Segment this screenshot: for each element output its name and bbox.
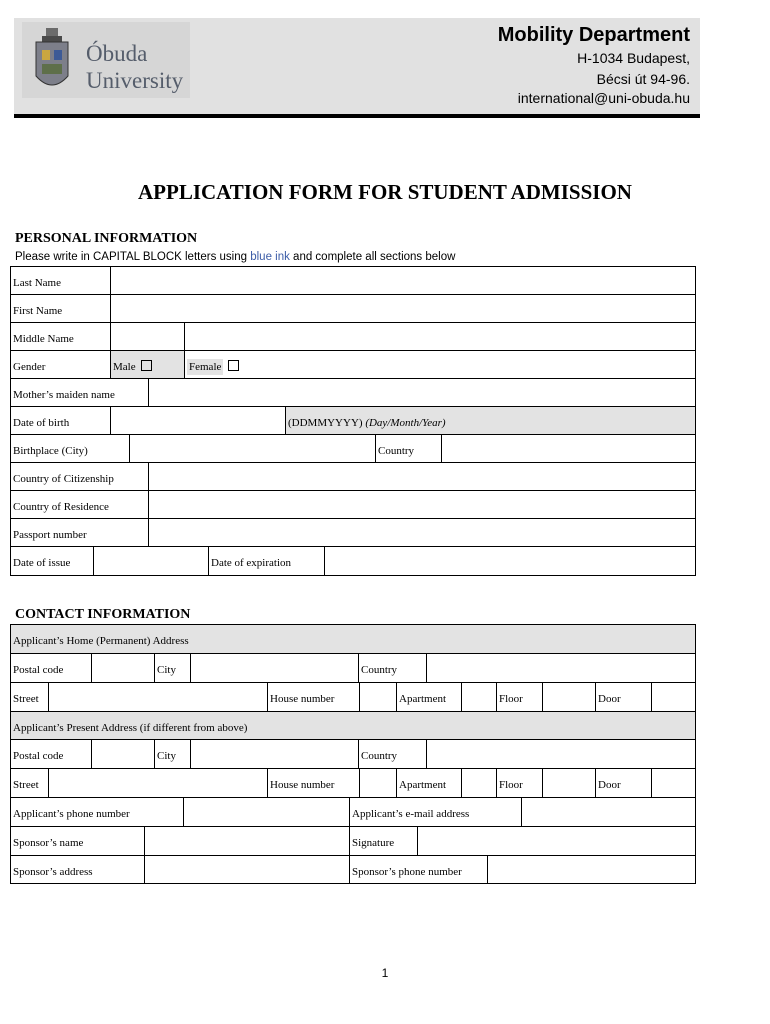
present-floor-label: Floor bbox=[496, 768, 543, 798]
home-city-field[interactable] bbox=[190, 653, 359, 683]
university-crest-icon bbox=[32, 26, 72, 96]
home-postal-code-label: Postal code bbox=[10, 653, 92, 683]
birth-country-label: Country bbox=[375, 434, 442, 463]
contact-info-heading: CONTACT INFORMATION bbox=[15, 607, 191, 622]
home-apartment-field[interactable] bbox=[461, 682, 497, 712]
middle-name-field[interactable] bbox=[110, 322, 185, 351]
university-name-line1: Óbuda bbox=[86, 41, 148, 66]
home-door-label: Door bbox=[595, 682, 652, 712]
present-street-field[interactable] bbox=[48, 768, 268, 798]
present-floor-field[interactable] bbox=[542, 768, 596, 798]
residence-label: Country of Residence bbox=[10, 490, 149, 519]
gender-label: Gender bbox=[10, 350, 111, 379]
present-postal-code-field[interactable] bbox=[91, 739, 155, 769]
gender-female-option[interactable] bbox=[184, 350, 696, 379]
home-country-field[interactable] bbox=[426, 653, 696, 683]
citizenship-field[interactable] bbox=[148, 462, 696, 491]
date-of-issue-label: Date of issue bbox=[10, 546, 94, 576]
email-field[interactable] bbox=[521, 797, 696, 827]
department-block bbox=[498, 22, 690, 106]
date-of-expiration-label: Date of expiration bbox=[208, 546, 325, 576]
date-of-issue-field[interactable] bbox=[93, 546, 209, 576]
gender-male-option[interactable] bbox=[110, 350, 185, 379]
date-of-expiration-field[interactable] bbox=[324, 546, 696, 576]
signature-label: Signature bbox=[349, 826, 418, 856]
note-text-end: and complete all sections below bbox=[289, 251, 456, 263]
sponsor-address-field[interactable] bbox=[144, 855, 350, 884]
female-checkbox[interactable] bbox=[228, 360, 239, 371]
note-text: Please write in CAPITAL BLOCK letters using bbox=[15, 251, 251, 263]
form-title: APPLICATION FORM FOR STUDENT ADMISSION bbox=[138, 180, 632, 204]
present-city-label: City bbox=[154, 739, 191, 769]
passport-label: Passport number bbox=[10, 518, 149, 547]
personal-info-heading: PERSONAL INFORMATION bbox=[15, 231, 198, 246]
present-country-label: Country bbox=[358, 739, 427, 769]
signature-field[interactable] bbox=[417, 826, 696, 856]
middle-name-label: Middle Name bbox=[10, 322, 111, 351]
home-address-header: Applicant’s Home (Permanent) Address bbox=[10, 624, 696, 654]
passport-field[interactable] bbox=[148, 518, 696, 547]
home-postal-code-field[interactable] bbox=[91, 653, 155, 683]
dob-format: (DDMMYYYY) bbox=[288, 417, 363, 429]
department-email: international@uni-obuda.hu bbox=[517, 90, 690, 106]
present-address-header: Applicant’s Present Address (if different from above) bbox=[10, 711, 696, 740]
male-label: Male bbox=[113, 361, 136, 373]
last-name-label: Last Name bbox=[10, 266, 111, 295]
phone-label: Applicant’s phone number bbox=[10, 797, 184, 827]
home-city-label: City bbox=[154, 653, 191, 683]
citizenship-label: Country of Citizenship bbox=[10, 462, 149, 491]
mothers-maiden-name-label: Mother’s maiden name bbox=[10, 378, 149, 407]
address-line2: Bécsi út 94-96. bbox=[596, 71, 690, 87]
sponsor-name-label: Sponsor’s name bbox=[10, 826, 145, 856]
letterhead bbox=[14, 18, 700, 118]
sponsor-phone-label: Sponsor’s phone number bbox=[349, 855, 488, 884]
page-number: 1 bbox=[381, 966, 389, 980]
male-checkbox[interactable] bbox=[141, 360, 152, 371]
home-street-field[interactable] bbox=[48, 682, 268, 712]
note-blue-ink: blue ink bbox=[250, 251, 290, 263]
home-house-number-label: House number bbox=[267, 682, 360, 712]
email-label: Applicant’s e-mail address bbox=[349, 797, 522, 827]
present-street-label: Street bbox=[10, 768, 49, 798]
present-apartment-label: Apartment bbox=[396, 768, 462, 798]
home-country-label: Country bbox=[358, 653, 427, 683]
home-house-number-field[interactable] bbox=[359, 682, 397, 712]
home-street-label: Street bbox=[10, 682, 49, 712]
present-postal-code-label: Postal code bbox=[10, 739, 92, 769]
last-name-field[interactable] bbox=[110, 266, 696, 295]
birthplace-label: Birthplace (City) bbox=[10, 434, 130, 463]
present-door-label: Door bbox=[595, 768, 652, 798]
female-label: Female bbox=[189, 361, 222, 373]
present-country-field[interactable] bbox=[426, 739, 696, 769]
home-floor-field[interactable] bbox=[542, 682, 596, 712]
present-apartment-field[interactable] bbox=[461, 768, 497, 798]
present-city-field[interactable] bbox=[190, 739, 359, 769]
instructions-note bbox=[15, 251, 455, 263]
sponsor-phone-field[interactable] bbox=[487, 855, 696, 884]
university-logo bbox=[22, 22, 190, 98]
mothers-maiden-name-field[interactable] bbox=[148, 378, 696, 407]
present-house-number-field[interactable] bbox=[359, 768, 397, 798]
sponsor-address-label: Sponsor’s address bbox=[10, 855, 145, 884]
middle-name-extra-field[interactable] bbox=[184, 322, 696, 351]
date-of-birth-label: Date of birth bbox=[10, 406, 111, 435]
present-house-number-label: House number bbox=[267, 768, 360, 798]
first-name-label: First Name bbox=[10, 294, 111, 323]
residence-field[interactable] bbox=[148, 490, 696, 519]
home-door-field[interactable] bbox=[651, 682, 696, 712]
address-line1: H-1034 Budapest, bbox=[577, 50, 690, 66]
sponsor-name-field[interactable] bbox=[144, 826, 350, 856]
department-title: Mobility Department bbox=[497, 24, 690, 46]
phone-field[interactable] bbox=[183, 797, 350, 827]
birthplace-field[interactable] bbox=[129, 434, 376, 463]
birth-country-field[interactable] bbox=[441, 434, 696, 463]
present-door-field[interactable] bbox=[651, 768, 696, 798]
dob-format-hint bbox=[285, 406, 696, 435]
home-apartment-label: Apartment bbox=[396, 682, 462, 712]
university-name-line2: University bbox=[86, 68, 184, 93]
first-name-field[interactable] bbox=[110, 294, 696, 323]
date-of-birth-field[interactable] bbox=[110, 406, 286, 435]
dob-format-italic: (Day/Month/Year) bbox=[365, 417, 446, 429]
university-name bbox=[86, 40, 183, 94]
home-floor-label: Floor bbox=[496, 682, 543, 712]
